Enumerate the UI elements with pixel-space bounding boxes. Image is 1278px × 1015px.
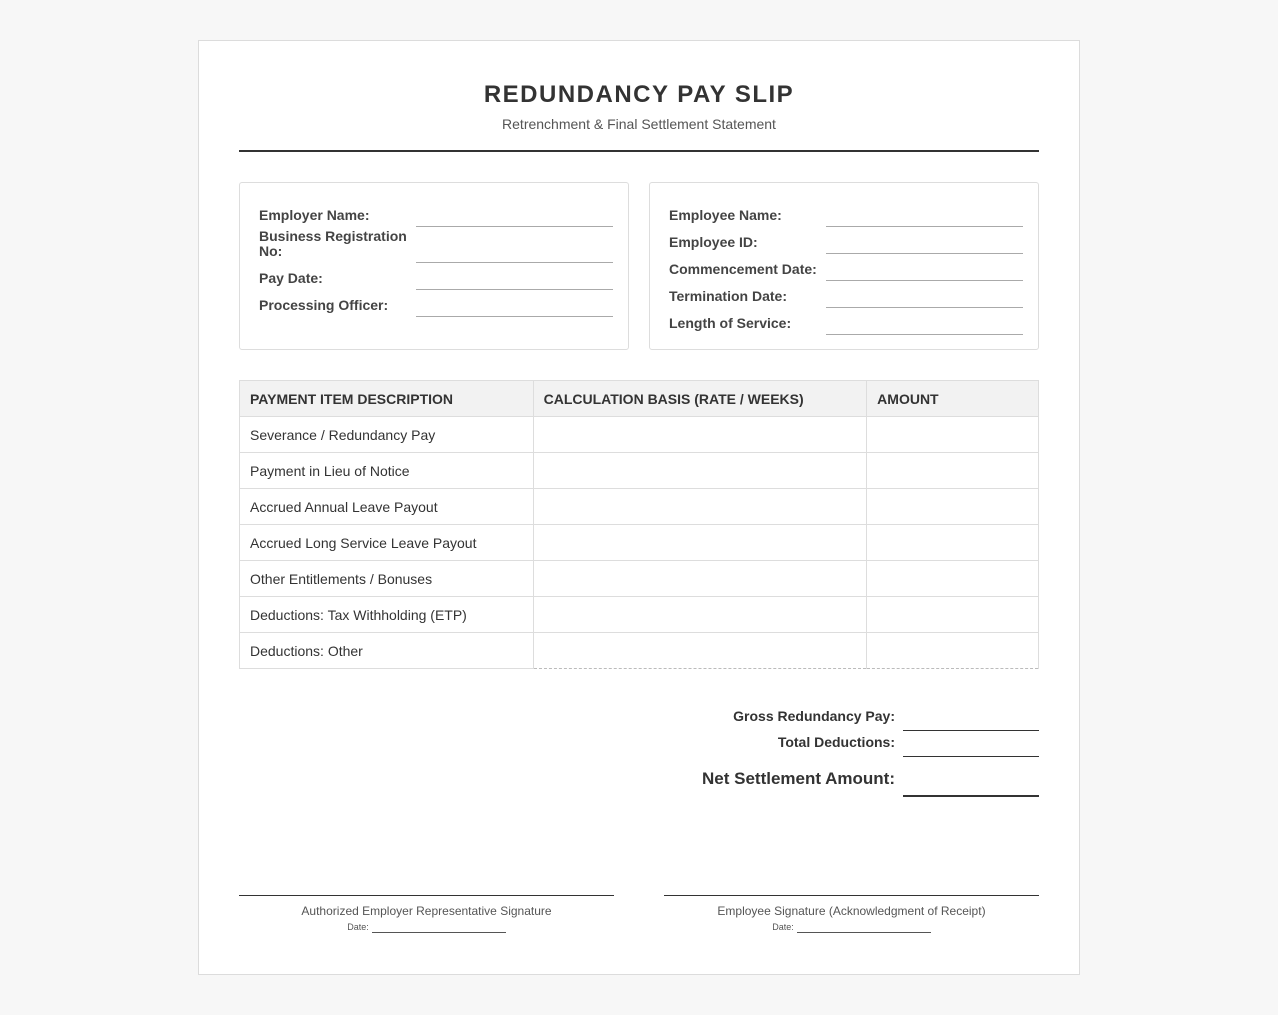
length-of-service-field[interactable] (669, 310, 1023, 335)
row-amount-cell[interactable] (867, 525, 1039, 561)
row-basis-cell[interactable] (533, 489, 867, 525)
pay-date-label: Pay Date: (259, 270, 323, 286)
processing-officer-label: Processing Officer: (259, 297, 389, 313)
row-basis-cell[interactable] (533, 561, 867, 597)
row-description: Deductions: Tax Withholding (ETP) (240, 597, 534, 633)
column-header-basis: CALCULATION BASIS (RATE / WEEKS) (533, 381, 867, 417)
total-deductions-row (239, 731, 1039, 757)
pay-date-line[interactable] (416, 265, 613, 290)
signature-section (239, 895, 1039, 933)
table-row (240, 561, 1039, 597)
total-deductions-line[interactable] (903, 731, 1039, 757)
commencement-date-line[interactable] (826, 256, 1023, 281)
row-amount-cell[interactable] (867, 561, 1039, 597)
employer-name-label: Employer Name: (259, 207, 370, 223)
row-description: Payment in Lieu of Notice (240, 453, 534, 489)
table-row (240, 417, 1039, 453)
employee-signature-date (664, 922, 1039, 933)
processing-officer-line[interactable] (416, 292, 613, 317)
date-line[interactable] (797, 924, 931, 933)
business-registration-label: Business Registration No: (259, 228, 407, 259)
length-of-service-line[interactable] (826, 310, 1023, 335)
info-section (239, 182, 1039, 350)
row-basis-cell[interactable] (533, 597, 867, 633)
gross-pay-line[interactable] (903, 705, 1039, 731)
employer-name-field[interactable] (259, 203, 613, 227)
row-amount-cell[interactable] (867, 597, 1039, 633)
commencement-date-label: Commencement Date: (669, 261, 817, 277)
net-settlement-line[interactable] (903, 763, 1039, 797)
employer-signature-date (239, 922, 614, 933)
employee-id-field[interactable] (669, 229, 1023, 254)
row-description: Severance / Redundancy Pay (240, 417, 534, 453)
employee-details-box (649, 182, 1039, 350)
table-header-row (240, 381, 1039, 417)
row-basis-cell[interactable] (533, 453, 867, 489)
row-basis-cell[interactable] (533, 417, 867, 453)
employee-name-label: Employee Name: (669, 207, 782, 223)
row-description: Accrued Long Service Leave Payout (240, 525, 534, 561)
processing-officer-field[interactable] (259, 292, 613, 317)
table-row (240, 597, 1039, 633)
termination-date-field[interactable] (669, 283, 1023, 308)
row-description: Accrued Annual Leave Payout (240, 489, 534, 525)
row-description: Deductions: Other (240, 633, 534, 669)
employer-details-box (239, 182, 629, 350)
business-registration-field[interactable] (259, 229, 613, 263)
net-settlement-label: Net Settlement Amount: (702, 769, 895, 788)
commencement-date-field[interactable] (669, 256, 1023, 281)
row-amount-cell[interactable] (867, 489, 1039, 525)
employee-id-label: Employee ID: (669, 234, 758, 250)
employee-name-line[interactable] (826, 203, 1023, 227)
pay-slip-page (198, 40, 1080, 975)
date-label: Date: (347, 922, 369, 932)
net-settlement-row (239, 763, 1039, 797)
row-amount-cell[interactable] (867, 453, 1039, 489)
row-amount-cell[interactable] (867, 633, 1039, 669)
pay-date-field[interactable] (259, 265, 613, 290)
row-description: Other Entitlements / Bonuses (240, 561, 534, 597)
table-row (240, 489, 1039, 525)
employee-name-field[interactable] (669, 203, 1023, 227)
document-subtitle: Retrenchment & Final Settlement Statement (502, 116, 776, 132)
row-basis-cell[interactable] (533, 525, 867, 561)
employee-id-line[interactable] (826, 229, 1023, 254)
gross-pay-row (239, 705, 1039, 731)
employee-signature-label: Employee Signature (Acknowledgment of Receipt) (717, 904, 986, 918)
payment-items-table (239, 380, 1039, 669)
termination-date-line[interactable] (826, 283, 1023, 308)
document-header (239, 41, 1039, 152)
row-basis-cell[interactable] (533, 633, 867, 669)
date-label: Date: (772, 922, 794, 932)
employer-signature-label: Authorized Employer Representative Signature (301, 904, 552, 918)
total-deductions-label: Total Deductions: (777, 734, 895, 750)
length-of-service-label: Length of Service: (669, 315, 792, 331)
termination-date-label: Termination Date: (669, 288, 787, 304)
column-header-amount: AMOUNT (867, 381, 1039, 417)
row-amount-cell[interactable] (867, 417, 1039, 453)
table-row (240, 525, 1039, 561)
column-header-description: PAYMENT ITEM DESCRIPTION (240, 381, 534, 417)
employee-signature-block[interactable] (664, 895, 1039, 933)
business-registration-line[interactable] (416, 233, 613, 263)
employer-name-line[interactable] (416, 203, 613, 227)
table-row (240, 453, 1039, 489)
gross-pay-label: Gross Redundancy Pay: (733, 708, 895, 724)
document-title: REDUNDANCY PAY SLIP (483, 81, 795, 108)
table-row (240, 633, 1039, 669)
totals-section (239, 705, 1039, 797)
date-line[interactable] (372, 924, 506, 933)
employer-signature-block[interactable] (239, 895, 614, 933)
